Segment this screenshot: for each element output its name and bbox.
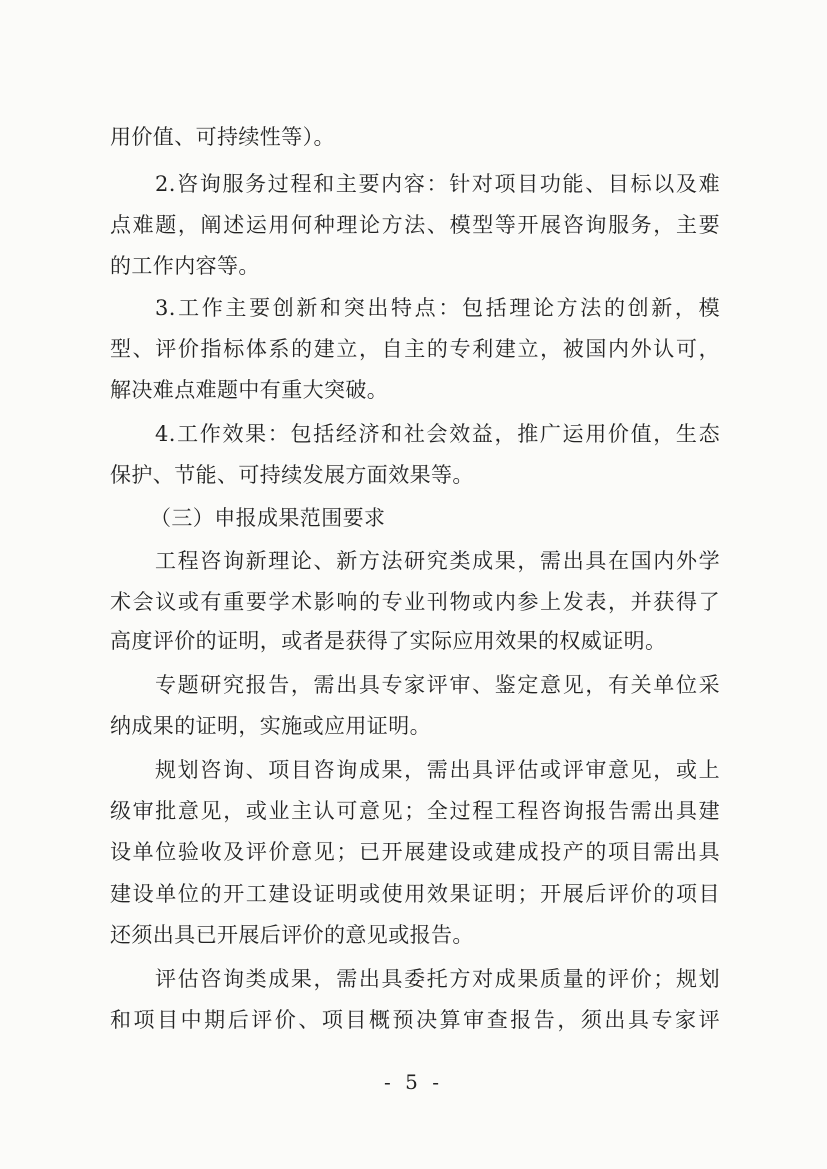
- text-line: 点难题，阐述运用何种理论方法、模型等开展咨询服务，主要: [110, 213, 720, 237]
- text-line: 评估咨询类成果，需出具委托方对成果质量的评价；规划: [155, 967, 720, 991]
- text-line: 工程咨询新理论、新方法研究类成果，需出具在国内外学: [155, 549, 720, 573]
- text-line: 规划咨询、项目咨询成果，需出具评估或评审意见，或上: [155, 758, 720, 782]
- text-line: 术会议或有重要学术影响的专业刊物或内参上发表，并获得了: [110, 590, 720, 614]
- text-line: 用价值、可持续性等）。: [110, 125, 335, 149]
- text-line: 设单位验收及评价意见；已开展建设或建成投产的项目需出具: [110, 840, 720, 864]
- text-line: 4.工作效果：包括经济和社会效益，推广运用价值，生态: [155, 422, 720, 446]
- text-line: 和项目中期后评价、项目概预决算审查报告，须出具专家评: [110, 1008, 720, 1032]
- section-heading: （三）申报成果范围要求: [150, 506, 386, 530]
- text-line: 的工作内容等。: [110, 254, 260, 278]
- text-line: 级审批意见，或业主认可意见；全过程工程咨询报告需出具建: [110, 799, 720, 823]
- text-line: 建设单位的开工建设证明或使用效果证明；开展后评价的项目: [110, 882, 720, 906]
- text-line: 3.工作主要创新和突出特点：包括理论方法的创新，模: [155, 296, 720, 320]
- text-line: 型、评价指标体系的建立，自主的专利建立，被国内外认可，: [110, 337, 720, 361]
- text-line: 还须出具已开展后评价的意见或报告。: [110, 923, 474, 947]
- text-line: 纳成果的证明，实施或应用证明。: [110, 714, 431, 738]
- text-line: 高度评价的证明，或者是获得了实际应用效果的权威证明。: [110, 629, 667, 653]
- text-line: 解决难点难题中有重大突破。: [110, 378, 389, 402]
- text-line: 专题研究报告，需出具专家评审、鉴定意见，有关单位采: [155, 673, 720, 697]
- text-line: 2.咨询服务过程和主要内容：针对项目功能、目标以及难: [155, 172, 720, 196]
- text-line: 保护、节能、可持续发展方面效果等。: [110, 463, 474, 487]
- page-number: - 5 -: [384, 1070, 443, 1094]
